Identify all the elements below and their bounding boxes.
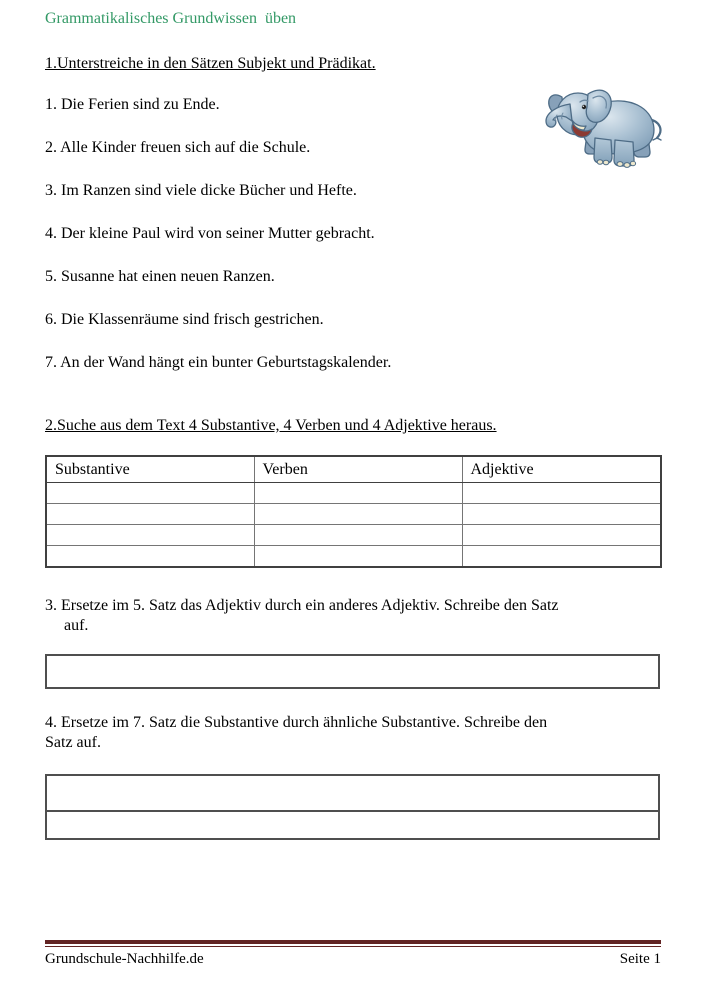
table-cell-empty[interactable] (46, 483, 254, 504)
table-cell-empty[interactable] (46, 525, 254, 546)
task4-answer-line-2[interactable] (47, 812, 658, 838)
task1-sentence-7: 7. An der Wand hängt ein bunter Geburtstagskalender. (45, 354, 392, 371)
task4-answer-line-1[interactable] (47, 776, 658, 812)
task1-heading: 1.Unterstreiche in den Sätzen Subjekt und Prädikat. (45, 55, 376, 72)
task4-instruction (45, 713, 660, 753)
table-cell-empty[interactable] (254, 546, 462, 568)
task1-sentence-6: 6. Die Klassenräume sind frisch gestrichen. (45, 311, 324, 328)
table-cell-empty[interactable] (462, 483, 661, 504)
table-cell-empty[interactable] (462, 525, 661, 546)
page-footer (45, 940, 661, 968)
table-header-row (46, 456, 661, 483)
table-cell-empty[interactable] (462, 504, 661, 525)
footer-site-name: Grundschule-Nachhilfe.de (45, 951, 204, 967)
task3-line-1: 3. Ersetze im 5. Satz das Adjektiv durch ein anderes Adjektiv. Schreibe den Satz (45, 597, 559, 614)
elephant-clipart-image (545, 84, 667, 172)
task1-sentence-2: 2. Alle Kinder freuen sich auf die Schule. (45, 139, 311, 156)
table-row (46, 525, 661, 546)
table-row (46, 483, 661, 504)
task1-sentence-3: 3. Im Ranzen sind viele dicke Bücher und Hefte. (45, 182, 357, 199)
table-row (46, 546, 661, 568)
table-header-verben: Verben (254, 456, 462, 483)
table-cell-empty[interactable] (46, 546, 254, 568)
task3-instruction (45, 596, 660, 636)
task4-answer-box (45, 774, 660, 840)
table-row (46, 504, 661, 525)
table-header-adjektive: Adjektive (462, 456, 661, 483)
table-cell-empty[interactable] (46, 504, 254, 525)
task3-line-2: auf. (64, 617, 89, 634)
page-title: Grammatikalisches Grundwissen üben (45, 10, 297, 27)
task3-answer-box[interactable] (45, 654, 660, 689)
table-cell-empty[interactable] (254, 483, 462, 504)
table-cell-empty[interactable] (462, 546, 661, 568)
task1-sentence-1: 1. Die Ferien sind zu Ende. (45, 96, 220, 113)
task4-line-2: Satz auf. (45, 734, 101, 751)
footer-divider-rule (45, 940, 661, 947)
footer-page-number: Seite 1 (619, 951, 661, 967)
table-cell-empty[interactable] (254, 525, 462, 546)
task4-line-1: 4. Ersetze im 7. Satz die Substantive durch ähnliche Substantive. Schreibe den (45, 714, 548, 731)
task2-heading: 2.Suche aus dem Text 4 Substantive, 4 Verben und 4 Adjektive heraus. (45, 417, 497, 434)
task1-sentence-4: 4. Der kleine Paul wird von seiner Mutter gebracht. (45, 225, 375, 242)
table-cell-empty[interactable] (254, 504, 462, 525)
table-header-substantive: Substantive (46, 456, 254, 483)
word-types-table (45, 455, 662, 568)
task1-sentence-5: 5. Susanne hat einen neuen Ranzen. (45, 268, 275, 285)
